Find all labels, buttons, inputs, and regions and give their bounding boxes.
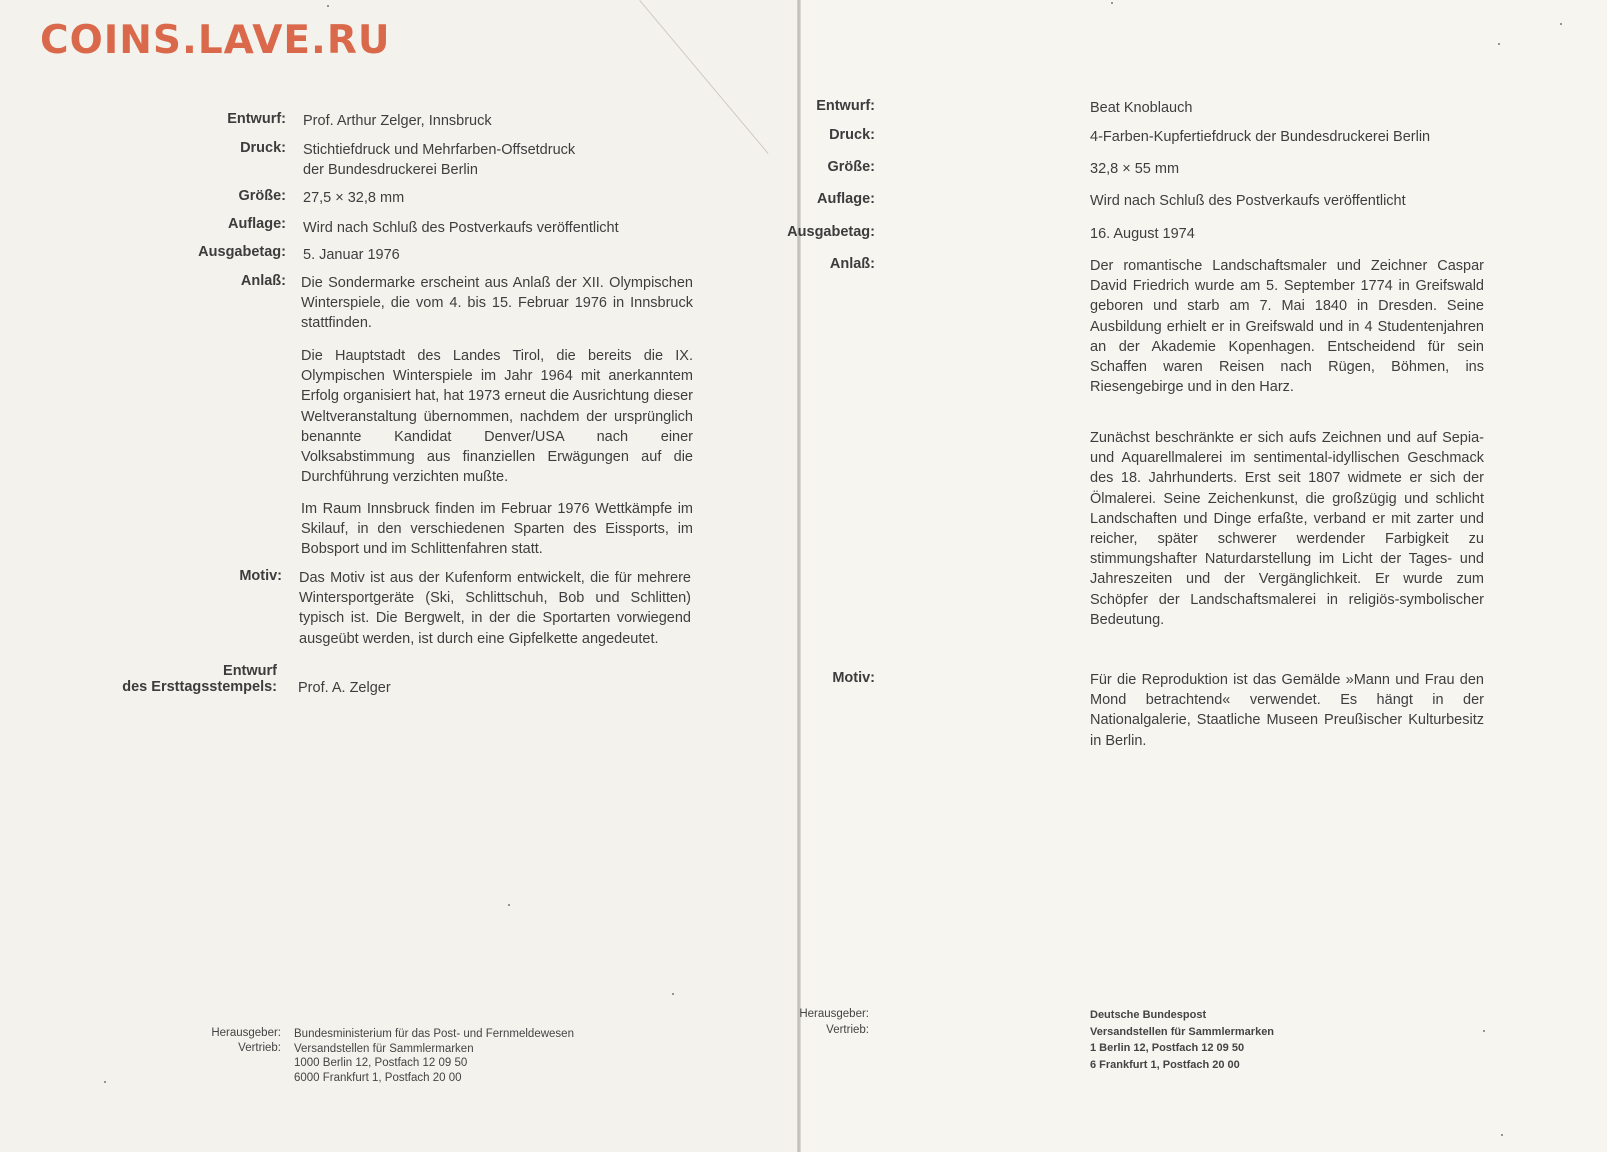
label-anlass: Anlaß: — [829, 256, 875, 272]
value-ausgabetag: 5. Januar 1976 — [303, 247, 400, 263]
label-ausgabetag: Ausgabetag: — [787, 224, 875, 240]
value-auflage: Wird nach Schluß des Postverkaufs veröffentlicht — [1090, 193, 1406, 209]
footer-line: Versandstellen für Sammlermarken — [1090, 1025, 1275, 1038]
anlass-paragraph: Die Hauptstadt des Landes Tirol, die bereits die IX. Olympischen Winterspiele im Jahr 1964 mit anerkanntem Erfolg organisiert hat, hat 1973 erneut die Ausrichtung dieser Weltveranstaltung übernommen, nachdem der ursprünglich benannte Kandidat Denver/USA nach einer Volksabstimmung aus finanziellen Erwägungen auf die Durchführung verzichten mußte. — [301, 348, 693, 486]
label-auflage: Auflage: — [228, 216, 286, 232]
paper-speck — [1501, 1134, 1503, 1136]
footer-values — [1090, 1007, 1274, 1073]
footer-labels — [799, 1006, 869, 1038]
value-druck: 4-Farben-Kupfertiefdruck der Bundesdruckerei Berlin — [1090, 129, 1431, 145]
label-anlass: Anlaß: — [240, 273, 286, 289]
value-groesse: 32,8 × 55 mm — [1090, 161, 1180, 177]
label-ausgabetag: Ausgabetag: — [198, 244, 286, 260]
value-motiv: Das Motiv ist aus der Kufenform entwickelt, die für mehrere Wintersportgeräte (Ski, Schlittschuh, Bob und Schlitten) typisch ist. Die Bergwelt, in der die Sportarten vorwiegend ausgeübt werden, ist durch eine Gipfelkette angedeutet. — [299, 570, 691, 647]
paper-crease — [639, 0, 768, 154]
watermark: COINS.LAVE.RU — [40, 18, 391, 63]
footer-line: Bundesministerium für das Post- und Fernmeldewesen — [294, 1028, 574, 1040]
value-entwurf: Beat Knoblauch — [1090, 100, 1193, 116]
value-entwurf: Prof. Arthur Zelger, Innsbruck — [303, 113, 492, 129]
left-sheet — [0, 0, 797, 1152]
value-druck-line: Stichtiefdruck und Mehrfarben-Offsetdruck — [303, 142, 576, 158]
anlass-paragraph: Im Raum Innsbruck finden im Februar 1976 Wettkämpfe im Skilauf, in den verschiedenen Sparten des Eissports, im Bobsport und im Schlittenfahren statt. — [301, 501, 693, 558]
value-druck — [303, 140, 575, 180]
footer-line: Versandstellen für Sammlermarken — [294, 1042, 474, 1055]
value-groesse: 27,5 × 32,8 mm — [303, 190, 405, 206]
label-druck: Druck: — [829, 127, 875, 143]
label-motiv: Motiv: — [832, 670, 875, 686]
paper-speck — [327, 5, 329, 7]
paper-speck — [672, 993, 674, 995]
paper-speck — [1483, 1030, 1485, 1032]
footer-line: 1 Berlin 12, Postfach 12 09 50 — [1090, 1042, 1245, 1054]
label-auflage: Auflage: — [817, 191, 875, 207]
paper-speck — [1560, 23, 1562, 25]
value-motiv: Für die Reproduktion ist das Gemälde »Mann und Frau den Mond betrachtend« verwendet. Es hängt in der Nationalgalerie, Staatliche Museen Preußischer Kulturbesitz in Berlin. — [1090, 672, 1484, 749]
label-entwurf: Entwurf: — [816, 98, 875, 114]
label-motiv: Motiv: — [239, 568, 282, 584]
value-druck-line: der Bundesdruckerei Berlin — [303, 162, 478, 178]
footer-line: 6 Frankfurt 1, Postfach 20 00 — [1090, 1058, 1240, 1071]
footer-values — [294, 1027, 574, 1085]
anlass-paragraph: Die Sondermarke erscheint aus Anlaß der XII. Olympischen Winterspiele, die vom 4. bis 15. Februar 1976 in Innsbruck stattfinden. — [301, 275, 693, 332]
anlass-paragraph: Der romantische Landschaftsmaler und Zeichner Caspar David Friedrich wurde am 5. September 1774 in Greifswald geboren und starb am 7. Mai 1840 in Dresden. Seine Ausbildung erhielt er in Greifswald und in 4 Studentenjahren an der Akademie Kopenhagen. Entscheidend für sein Schaffen waren Reisen nach Rügen, Böhmen, ins Riesengebirge und in den Harz. — [1090, 258, 1484, 396]
value-auflage: Wird nach Schluß des Postverkaufs veröffentlicht — [303, 220, 619, 236]
footer-labels — [211, 1026, 281, 1056]
value-ausgabetag: 16. August 1974 — [1090, 226, 1195, 242]
label-groesse: Größe: — [238, 188, 286, 204]
right-sheet — [787, 0, 1607, 1152]
label-ersttagsstempel — [122, 663, 277, 695]
label-entwurf: Entwurf: — [227, 111, 286, 127]
paper-speck — [104, 1081, 106, 1083]
paper-speck — [1111, 2, 1113, 4]
label-groesse: Größe: — [827, 159, 875, 175]
footer-herausgeber-label: Herausgeber: — [799, 1008, 869, 1020]
footer-line: 6000 Frankfurt 1, Postfach 20 00 — [294, 1071, 462, 1084]
label-ersttagsstempel-line: Entwurf — [223, 663, 277, 679]
paper-speck — [508, 904, 510, 906]
value-ersttagsstempel: Prof. A. Zelger — [298, 680, 391, 696]
label-druck: Druck: — [240, 140, 286, 156]
footer-line: Deutsche Bundespost — [1090, 1009, 1207, 1021]
label-ersttagsstempel-line: des Ersttagsstempels: — [122, 679, 277, 695]
anlass-paragraph: Zunächst beschränkte er sich aufs Zeichnen und auf Sepia- und Aquarellmalerei im sentimental-idyllischen Geschmack des 18. Jahrhunderts. Erst seit 1807 widmete er sich der Ölmalerei. Seine Zeichenkunst, die großzügig und schlicht Landschaften und Dinge erfaßte, verband er mit zarter und reicher, später schwerer werdender Farbigkeit zu stimmungshafter Naturdarstellung im Licht der Tages- und Jahreszeiten und der Vergänglichkeit. Er wurde zum Schöpfer der Landschaftsmalerei in religiös-symbolischer Bedeutung. — [1090, 430, 1484, 628]
footer-vertrieb-label: Vertrieb: — [238, 1042, 281, 1054]
footer-herausgeber-label: Herausgeber: — [211, 1027, 281, 1039]
footer-line: 1000 Berlin 12, Postfach 12 09 50 — [294, 1057, 468, 1069]
footer-vertrieb-label: Vertrieb: — [826, 1024, 869, 1036]
paper-speck — [1498, 43, 1500, 45]
